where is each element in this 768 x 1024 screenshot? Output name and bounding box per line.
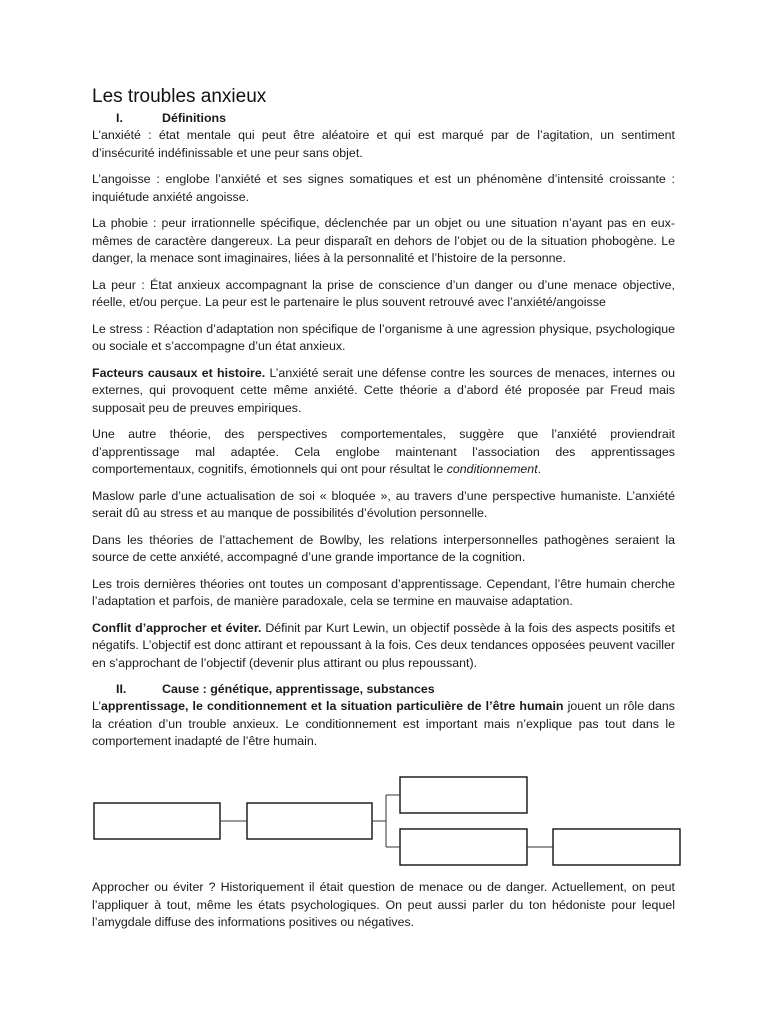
paragraph-phobie: La phobie : peur irrationnelle spécifique, déclenchée par un objet ou une situation n’ayant pas en eux-mêmes de caractère dangereux. La peur disparaît en dehors de l’objet ou de la situation phobogène. Le danger, la menace sont imaginaires, liées à la personnalité et l’histoire de la personne. (92, 216, 675, 265)
diagram-box-3 (400, 777, 527, 813)
autre-end: . (537, 462, 542, 476)
paragraph-facteurs (92, 365, 675, 418)
paragraph-approcher: Approcher ou éviter ? Historiquement il était question de menace ou de danger. Actuellement, on peut l’appliquer à tout, même les états psychologiques. On peut aussi parler du ton hédoniste pour lequel l’amygdale diffuse des informations positives ou négatives. (92, 880, 675, 929)
diagram-box-2 (247, 803, 372, 839)
paragraph-anxiete: L’anxiété : état mentale qui peut être aléatoire et qui est marqué par de l’agitation, un sentiment d’insécurité indéfinissable et une peur sans objet. (92, 128, 675, 160)
section-heading-cause (92, 681, 675, 698)
paragraph-stress: Le stress : Réaction d’adaptation non spécifique de l’organisme à une agression physique, psychologique ou sociale et s’accompagne d’un état anxieux. (92, 321, 675, 353)
document-body-end (92, 879, 675, 941)
apprent-term: apprentissage, le conditionnement et la situation particulière de l’être humain (100, 699, 564, 713)
conflit-text: Définit par Kurt Lewin, un objectif possède à la fois des aspects positifs et négatifs. L’objectif est donc attirant et repoussant à la fois. Ces deux tendances opposées peuvent vaciller en s’approchant de l’objectif (devenir plus attirant ou plus repoussant). (92, 620, 676, 670)
section-heading-definitions (92, 110, 675, 127)
section-number: I. (116, 111, 123, 125)
apprent-text: jouent un rôle dans la création d’un trouble anxieux. Le conditionnement est important mais n’explique pas tout dans le comportement inadapté de l’être humain. (92, 699, 675, 748)
paragraph-trois-theories: Les trois dernières théories ont toutes un composant d’apprentissage. Cependant, l’être humain cherche l’adaptation et parfois, de manière paradoxale, cela se termine en mauvaise adaptation. (92, 576, 675, 608)
section-label: Définitions (162, 111, 227, 125)
paragraph-autre-theorie (92, 426, 675, 479)
page-title: Les troubles anxieux (92, 86, 267, 107)
facteurs-term: Facteurs causaux et histoire. (92, 365, 266, 380)
empty-box-diagram (92, 775, 682, 867)
paragraph-maslow: Maslow parle d’une actualisation de soi « bloquée », au travers d’une perspective humaniste. L’anxiété serait dû au stress et au manque de possibilités d’évolution personnelle. (92, 488, 675, 520)
diagram-box-4 (400, 829, 527, 865)
diagram-box-1 (94, 803, 220, 839)
document-body (92, 86, 675, 751)
diagram-box-5 (553, 829, 680, 865)
section-label: Cause : génétique, apprentissage, substances (162, 682, 435, 696)
paragraph-angoisse: L’angoisse : englobe l’anxiété et ses signes somatiques et est un phénomène d’intensité croissante : inquiétude anxiété angoisse. (92, 172, 675, 204)
section-number: II. (116, 682, 127, 696)
conflit-term: Conflit d’approcher et éviter. (92, 620, 262, 635)
diagram-svg (92, 775, 682, 867)
paragraph-bowlby: Dans les théories de l’attachement de Bowlby, les relations interpersonnelles pathogènes seraient la source de cette anxiété, accompagné d’une grande importance de la cognition. (92, 532, 675, 564)
facteurs-text: L’anxiété serait une défense contre les sources de menaces, internes ou externes, qui provoquent cette même anxiété. Cette théorie a d’abord été proposée par Freud mais supposait peu de preuves empiriques. (92, 365, 675, 415)
autre-italic: conditionnement (446, 462, 538, 476)
apprent-pre: L’ (92, 699, 101, 713)
paragraph-peur: La peur : État anxieux accompagnant la prise de conscience d’un danger ou d’une menace objective, réelle, et/ou perçue. La peur est le partenaire le plus souvent retrouvé avec l’anxiété/angoisse (92, 277, 675, 309)
paragraph-conflit (92, 620, 675, 673)
paragraph-apprentissage (92, 698, 675, 751)
autre-text: Une autre théorie, des perspectives comportementales, suggère que l’anxiété proviendrait d’apprentissage mal adaptée. Cela englobe maintenant l’association des apprentissages comportementaux, cognitifs, émotionnels qui ont pour résultat le (92, 427, 675, 476)
